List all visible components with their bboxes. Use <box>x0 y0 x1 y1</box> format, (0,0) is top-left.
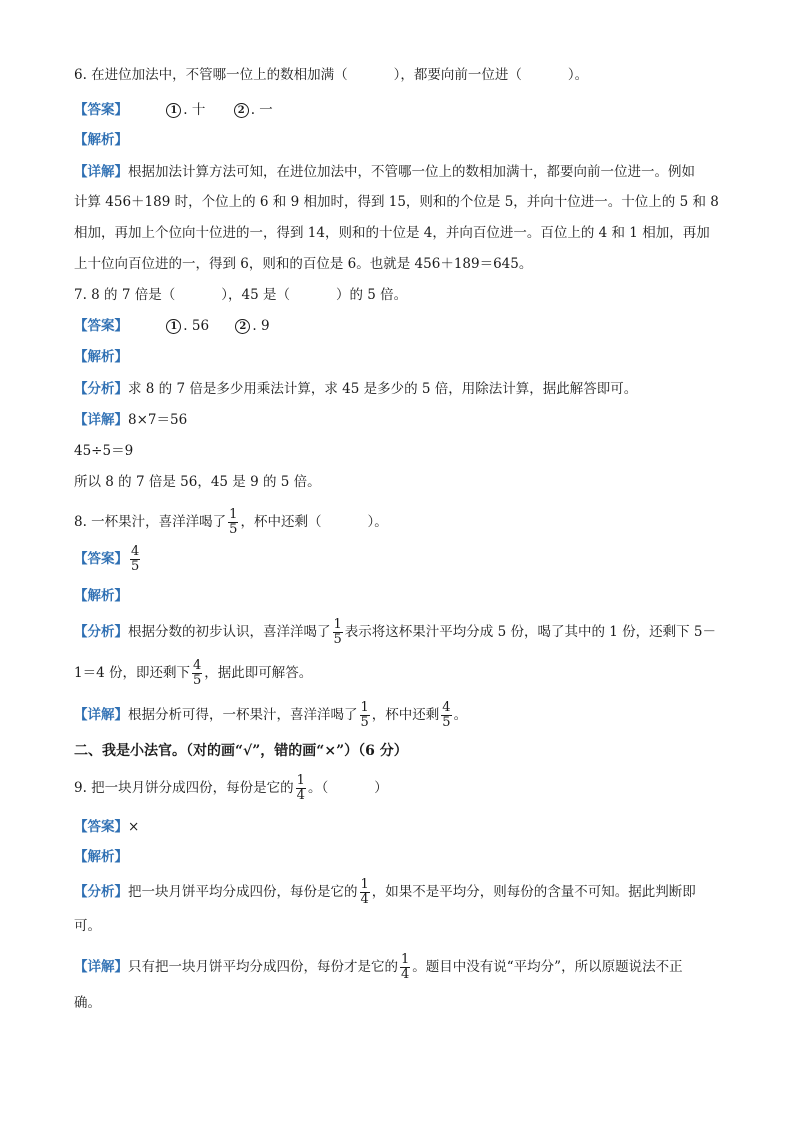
q9-answer: 【答案】× <box>74 819 140 835</box>
q9-fenxi-cont: 可。 <box>74 918 101 934</box>
q6-question: 6. 在进位加法中，不管哪一位上的数相加满（ ），都要向前一位进（ ）。 <box>74 67 589 83</box>
answer-label: 【答案】 <box>74 102 128 118</box>
q8-fenxi-cont: 1＝4 份，即还剩下 $\frac{4}{5}$ ，据此即可解答。 <box>74 658 313 688</box>
q6-detail: 【详解】根据加法计算方法可知，在进位加法中，不管哪一位上的数相加满十，都要向前一位进一。例如 <box>74 164 695 180</box>
q8-answer <box>74 543 734 575</box>
q8-fenxi: 【分析】根据分数的初步认识，喜洋洋喝了 $\frac{1}{5}$ 表示将这杯果汁平均分成 5 份，喝了其中的 1 份，还剩下 5－ <box>74 617 717 647</box>
q9-detail: 【详解】只有把一块月饼平均分成四份，每份才是它的 $\frac{1}{4}$ 。题目中没有说“平均分”，所以原题说法不正 <box>74 952 683 982</box>
section-heading: 二、我是小法官。（对的画“√”，错的画“×”）（6 分） <box>74 743 408 759</box>
fraction-four-fifths: $\frac{4}{5}$ <box>442 700 451 730</box>
fenxi-label: 【分析】 <box>74 884 128 900</box>
q8-detail: 【详解】根据分析可得，一杯果汁，喜洋洋喝了 $\frac{1}{5}$ ，杯中还剩 $\frac{4}{5}$ 。 <box>74 700 468 730</box>
detail-label: 【详解】 <box>74 959 128 975</box>
q7-analysis-label: 【解析】 <box>74 349 128 365</box>
fraction-one-fifth: $\frac{1}{5}$ <box>333 617 342 647</box>
q6-analysis-label: 【解析】 <box>74 132 128 148</box>
fraction-one-fifth: $\frac{1}{5}$ <box>360 700 369 730</box>
q8-question: 8. 一杯果汁，喜洋洋喝了 $\frac{1}{5}$ ，杯中还剩（ ）。 <box>74 507 388 537</box>
q6-detail-line: 上十位向百位进的一，得到 6，则和的百位是 6。也就是 456＋189＝645。 <box>74 256 533 272</box>
fraction-four-fifths: $\frac{4}{5}$ <box>131 544 140 574</box>
circled-number: 1 <box>166 103 181 118</box>
q7-question: 7. 8 的 7 倍是（ ），45 是（ ）的 5 倍。 <box>74 287 408 303</box>
q7-answer: 【答案】 1 . 56 2 . 9 <box>74 318 270 334</box>
detail-label: 【详解】 <box>74 412 128 428</box>
q9-analysis-label: 【解析】 <box>74 849 128 865</box>
q7-detail: 【详解】8×7＝56 <box>74 412 188 428</box>
q8-analysis-label: 【解析】 <box>74 588 128 604</box>
q9-question: 9. 把一块月饼分成四份，每份是它的 $\frac{1}{4}$ 。（ ） <box>74 773 388 803</box>
fraction-one-fourth: $\frac{1}{4}$ <box>401 952 410 982</box>
q7-fenxi: 【分析】求 8 的 7 倍是多少用乘法计算，求 45 是多少的 5 倍，用除法计算，据此解答即可。 <box>74 381 638 397</box>
answer-label: 【答案】 <box>74 819 128 835</box>
fraction-one-fifth: $\frac{1}{5}$ <box>229 507 238 537</box>
fraction-one-fourth: $\frac{1}{4}$ <box>360 877 369 907</box>
q9-fenxi: 【分析】把一块月饼平均分成四份，每份是它的 $\frac{1}{4}$ ，如果不是平均分，则每份的含量不可知。据此判断即 <box>74 877 696 907</box>
fraction-four-fifths: $\frac{4}{5}$ <box>192 658 202 688</box>
fenxi-label: 【分析】 <box>74 381 128 397</box>
fraction-one-fourth: $\frac{1}{4}$ <box>296 773 305 803</box>
detail-label: 【详解】 <box>74 707 128 723</box>
q7-calc: 45÷5＝9 <box>74 443 134 459</box>
detail-label: 【详解】 <box>74 164 128 180</box>
answer-label: 【答案】 <box>74 318 128 334</box>
answer-label: 【答案】 <box>74 551 128 567</box>
q6-detail-line: 相加，再加上个位向十位进的一，得到 14，则和的十位是 4，并向百位进一。百位上的 4 和 1 相加，再加 <box>74 225 710 241</box>
circled-number: 2 <box>235 319 250 334</box>
fenxi-label: 【分析】 <box>74 624 128 640</box>
circled-number: 2 <box>234 103 249 118</box>
circled-number: 1 <box>166 319 181 334</box>
q9-detail-cont: 确。 <box>74 995 101 1011</box>
q6-detail-line: 计算 456＋189 时，个位上的 6 和 9 相加时，得到 15，则和的个位是 5，并向十位进一。十位上的 5 和 8 <box>74 194 719 210</box>
q7-conclusion: 所以 8 的 7 倍是 56，45 是 9 的 5 倍。 <box>74 474 321 490</box>
q6-answer: 【答案】 1 . 十 2 . 一 <box>74 102 273 118</box>
